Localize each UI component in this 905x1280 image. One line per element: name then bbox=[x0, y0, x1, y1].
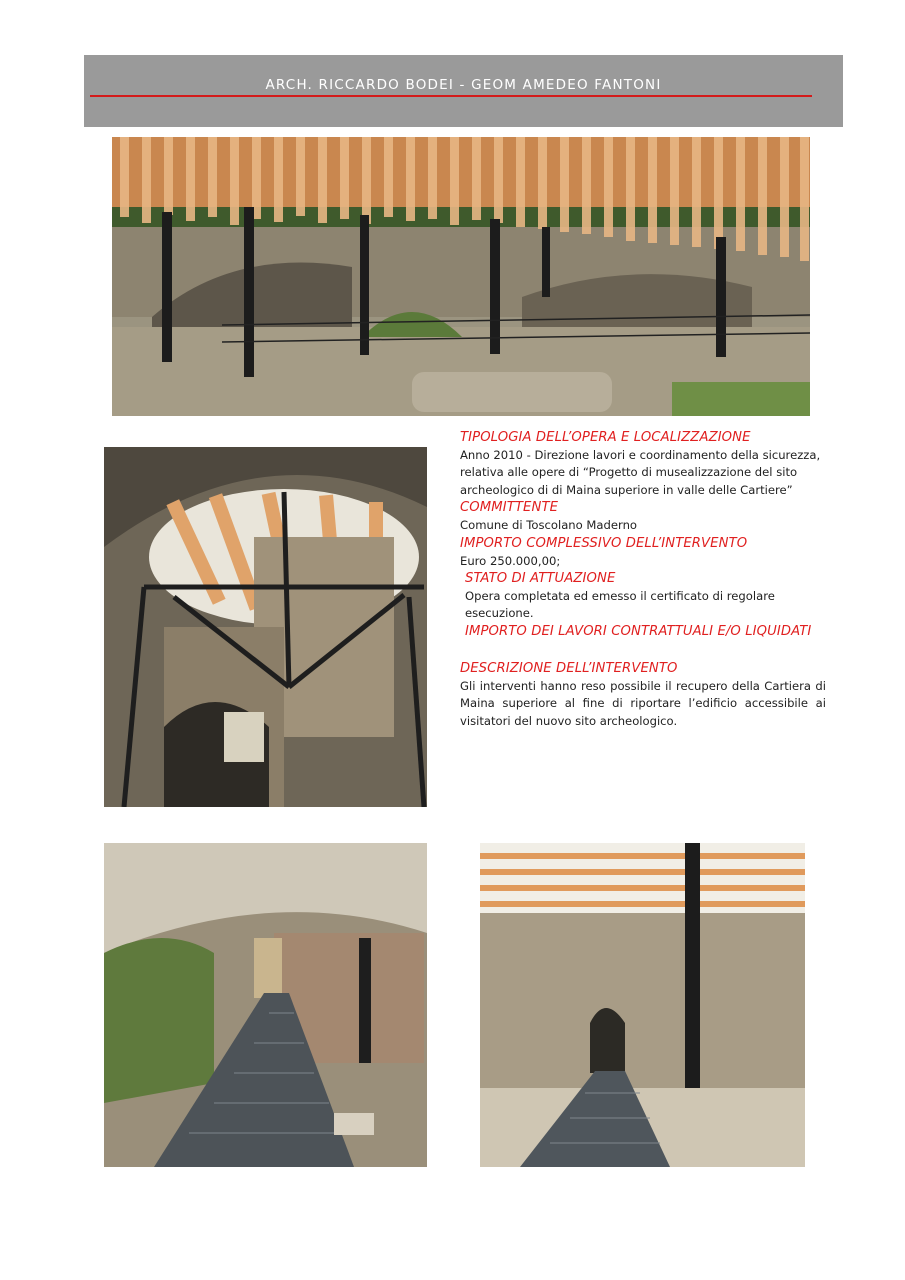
photo-interior-skylight bbox=[104, 447, 427, 807]
body-importo-lavori bbox=[460, 641, 826, 658]
photo-canopy-column-walkway bbox=[480, 843, 805, 1167]
body-tipologia: Anno 2010 - Direzione lavori e coordinamento della sicurezza, relativa alle opere di “Progetto di musealizzazione del sito archeologico di di Maina superiore in valle delle Cartiere” bbox=[460, 448, 821, 497]
heading-importo-lavori: IMPORTO DEI LAVORI CONTRATTUALI E/O LIQUIDATI bbox=[465, 623, 812, 639]
heading-stato-attuazione: STATO DI ATTUAZIONE bbox=[465, 571, 616, 587]
project-description bbox=[460, 429, 826, 730]
header-title: ARCH. RICCARDO BODEI - GEOM AMEDEO FANTONI bbox=[265, 77, 662, 93]
body-descrizione: Gli interventi hanno reso possibile il recupero della Cartiera di Maina superiore al fine di riportare l’edificio accessibile ai visitatori del nuovo sito archeologico. bbox=[460, 678, 826, 728]
header-band bbox=[84, 55, 843, 127]
heading-importo-complessivo: IMPORTO COMPLESSIVO DELL’INTERVENTO bbox=[460, 535, 748, 551]
header-rule bbox=[90, 95, 812, 97]
heading-committente: COMMITTENTE bbox=[460, 500, 559, 516]
body-importo-complessivo: Euro 250.000,00; bbox=[460, 553, 561, 568]
body-committente: Comune di Toscolano Maderno bbox=[460, 518, 638, 533]
heading-tipologia: TIPOLOGIA DELL’OPERA E LOCALIZZAZIONE bbox=[460, 430, 751, 445]
photo-tunnel-walkway bbox=[104, 843, 427, 1167]
body-stato-attuazione: Opera completata ed emesso il certificato di regolare esecuzione. bbox=[465, 589, 775, 621]
photo-wooden-canopy-ruins bbox=[112, 137, 810, 416]
heading-descrizione: DESCRIZIONE DELL’INTERVENTO bbox=[460, 660, 678, 676]
